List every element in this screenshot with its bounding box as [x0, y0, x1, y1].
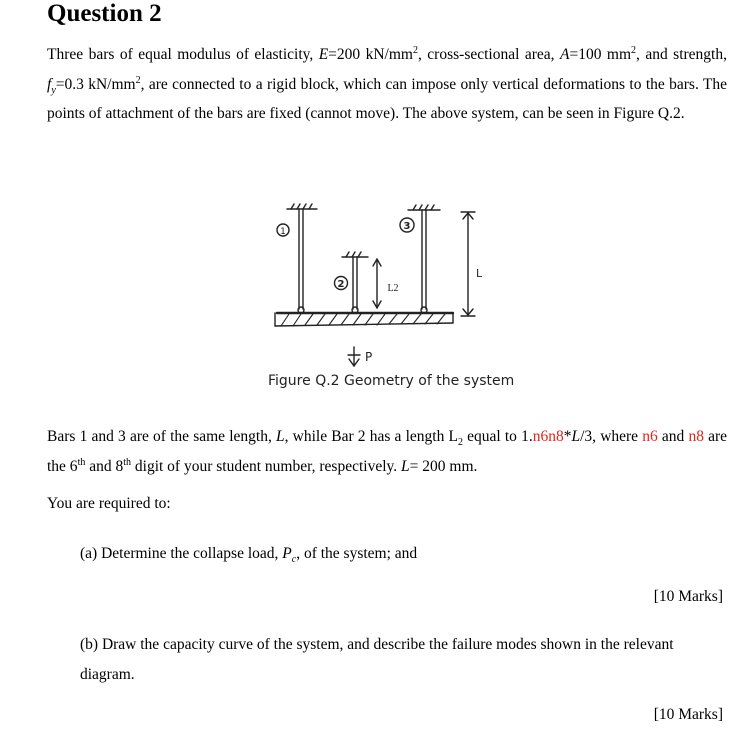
part-b-text: (b) Draw the capacity curve of the system, and describe the failure modes shown in the relevant diagram. [80, 636, 674, 683]
required-text: You are required to: [47, 495, 171, 512]
support-2-icon [342, 252, 368, 257]
load-arrow-icon [348, 347, 360, 366]
n6-highlight: n6 [642, 428, 658, 445]
figure-caption: Figure Q.2 Geometry of the system [268, 373, 515, 389]
bars-paragraph: Bars 1 and 3 are of the same length, L, while Bar 2 has a length $L_2$ equal to 1.n6n8*L/3, where n6 and n8 are the 6th and 8th digit of your student number, respectively. L= 200 mm. [47, 428, 728, 475]
support-1-icon [287, 204, 317, 209]
l2-label: L2 [387, 283, 399, 294]
question-heading: Question 2 [47, 0, 162, 27]
bar-3-label: 3 [403, 221, 411, 232]
l2-dimension-arrow [373, 259, 381, 308]
l-dimension-arrow [461, 212, 475, 316]
part-a-marks: [10 Marks] [653, 588, 723, 605]
system-geometry-figure [265, 195, 495, 370]
load-label: P [365, 350, 373, 364]
rigid-block [275, 313, 453, 326]
part-b-marks: [10 Marks] [653, 706, 723, 723]
n6n8-highlight: n6n8 [532, 428, 564, 445]
intro-paragraph: Three bars of equal modulus of elasticity, E=200 $kN/mm^2$, cross-sectional area, A=100 $mm^2$, and strength, $f_y=0.3$ $kN/mm^2$, are connected to a rigid block, which can impose only vertical deformations to the bars. The points of attachment of the bars are fixed (cannot move). The above system, can be seen in Figure Q.2. [47, 44, 727, 122]
part-a-text: (a) Determine the collapse load, $P_c$, of the system; and [80, 545, 418, 566]
bar-1-label: 1 [280, 227, 286, 237]
bar-2-label: 2 [337, 279, 345, 290]
l-label: L [476, 267, 483, 280]
support-3-icon [408, 205, 440, 210]
n8-highlight: n8 [688, 428, 704, 445]
